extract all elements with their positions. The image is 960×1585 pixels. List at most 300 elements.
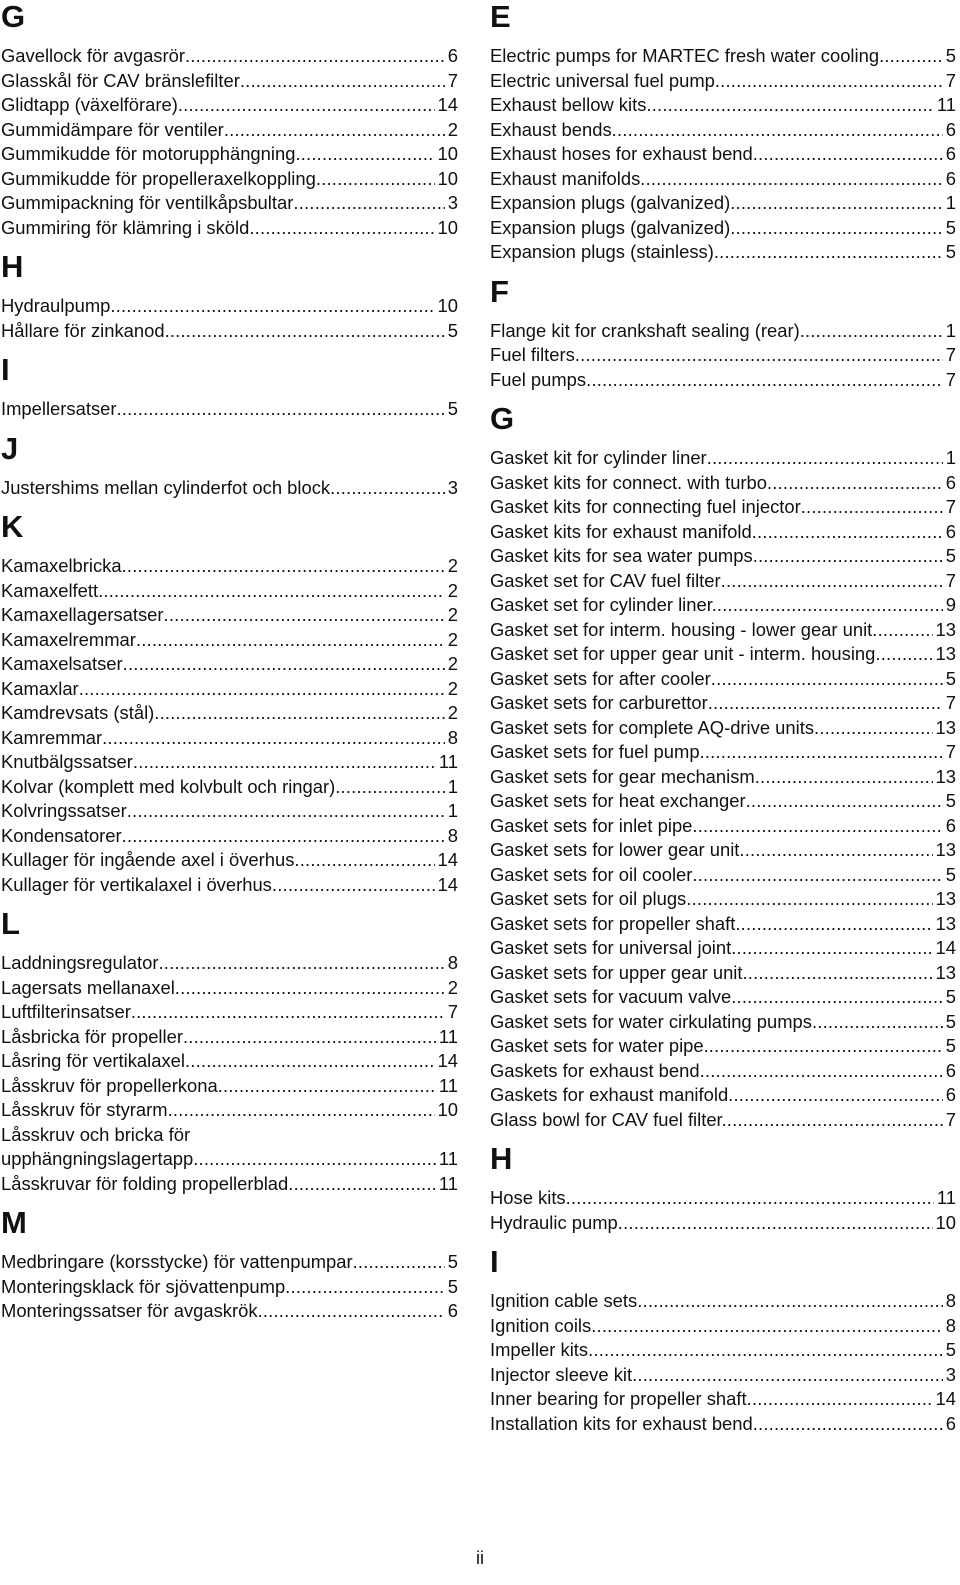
entry-term: Gaskets for exhaust manifold (490, 1084, 729, 1105)
entry-term: Gasket set for interm. housing - lower gear unit (490, 618, 873, 640)
index-entry (490, 814, 956, 839)
entry-term: Kamaxelsatser (1, 653, 123, 674)
index-entry (490, 319, 956, 344)
dot-leader (123, 652, 445, 677)
entry-term: Låsskruv för styrarm (1, 1099, 168, 1120)
index-entry (1, 1172, 458, 1197)
entry-term: Kamaxelfett (1, 579, 99, 601)
dot-leader (218, 1074, 436, 1099)
entry-page: 8 (945, 1290, 956, 1311)
entry-list (1, 44, 458, 240)
entry-term: Knutbälgssatser (1, 751, 133, 772)
index-column-left (1, 0, 458, 1324)
entry-page: 6 (945, 1084, 956, 1105)
entry-term: Gasket kits for connect. with turbo (490, 471, 767, 493)
entry-page: 7 (945, 69, 956, 91)
section-letter: I (490, 1244, 499, 1279)
entry-term: Låsbricka för propeller (1, 1025, 183, 1047)
dot-leader (586, 368, 943, 393)
index-entry (1, 976, 458, 1001)
entry-list (490, 1186, 956, 1235)
entry-term: Fuel filters (490, 344, 575, 365)
entry-term: Exhaust bends (490, 118, 612, 140)
entry-term: upphängningslagertapp (1, 1148, 194, 1169)
entry-term: Flange kit for crankshaft sealing (rear) (490, 319, 800, 341)
dot-leader (640, 167, 942, 192)
entry-term: Expansion plugs (galvanized) (490, 192, 731, 213)
index-entry (1, 1000, 458, 1025)
entry-page: 2 (447, 677, 458, 699)
index-entry (1, 319, 458, 344)
index-entry (1, 775, 458, 800)
entry-page: 11 (438, 1172, 458, 1194)
entry-term: Lagersats mellanaxel (1, 976, 175, 998)
index-entry (1, 191, 458, 216)
index-entry (1, 142, 458, 167)
entry-page: 1 (447, 775, 458, 797)
index-entry (490, 191, 956, 216)
dot-leader (566, 1186, 934, 1211)
entry-term: Fuel pumps (490, 368, 587, 390)
dot-leader (755, 765, 933, 790)
entry-term: Glidtapp (växelförare) (1, 94, 178, 115)
entry-page: 5 (447, 1251, 458, 1272)
entry-page: 2 (447, 653, 458, 674)
entry-list (1, 294, 458, 343)
entry-list (490, 44, 956, 265)
entry-term: Kullager för ingående axel i överhus (1, 849, 295, 870)
entry-page: 10 (935, 1211, 956, 1233)
index-section-g (1, 0, 458, 240)
dot-leader (715, 69, 943, 94)
index-entry (490, 961, 956, 986)
dot-leader (646, 93, 934, 118)
entry-page: 7 (945, 692, 956, 713)
dot-leader (686, 887, 932, 912)
index-entry (490, 69, 956, 94)
entry-term: Kamaxelbricka (1, 555, 122, 576)
entry-page: 6 (945, 471, 956, 493)
entry-term: Kullager för vertikalaxel i överhus (1, 873, 272, 895)
index-entry (1, 554, 458, 579)
entry-term: Gasket kits for exhaust manifold (490, 520, 752, 542)
entry-term: Gummikudde för motorupphängning (1, 143, 296, 164)
index-entry (490, 1083, 956, 1108)
entry-term: Impeller kits (490, 1339, 589, 1360)
entry-term: Kolvar (komplett med kolvbult och ringar) (1, 775, 336, 797)
entry-term: Gasket sets for fuel pump (490, 741, 700, 762)
entry-page: 2 (447, 702, 458, 723)
entry-page: 7 (945, 569, 956, 591)
entry-page: 2 (447, 118, 458, 140)
section-letter: G (1, 0, 26, 34)
entry-term: Installation kits for exhaust bend (490, 1412, 753, 1434)
index-entry (490, 446, 956, 471)
dot-leader (800, 319, 943, 344)
entry-term: Impellersatser (1, 398, 117, 419)
dot-leader (164, 603, 445, 628)
entry-term: Kamaxlar (1, 677, 79, 699)
dot-leader (711, 667, 943, 692)
entry-term: Kamdrevsats (stål) (1, 702, 155, 723)
section-letter: E (490, 0, 511, 34)
dot-leader (588, 1338, 943, 1363)
entry-term: Låsskruv för propellerkona (1, 1074, 218, 1096)
entry-term: Gasket sets for upper gear unit (490, 961, 743, 983)
index-entry (1, 799, 458, 824)
entry-page: 11 (438, 1074, 458, 1096)
index-entry (490, 936, 956, 961)
entry-term: Gasket sets for universal joint (490, 937, 732, 958)
index-entry (1, 603, 458, 628)
index-entry (1, 1123, 458, 1148)
dot-leader (295, 142, 434, 167)
entry-page: 5 (945, 241, 956, 262)
dot-leader (575, 343, 943, 368)
index-entry (1, 294, 458, 319)
entry-term: Monteringsklack för sjövattenpump (1, 1275, 286, 1297)
dot-leader (709, 1034, 943, 1059)
index-entry (1, 44, 458, 69)
index-entry (490, 765, 956, 790)
entry-page: 2 (447, 628, 458, 650)
entry-term: Gummikudde för propelleraxelkoppling (1, 167, 316, 189)
index-entry (1, 1049, 458, 1074)
entry-term: Gummiring för klämring i sköld (1, 216, 250, 238)
entry-term: Medbringare (korsstycke) för vattenpumpar (1, 1251, 353, 1272)
entry-term: Inner bearing for propeller shaft (490, 1388, 747, 1409)
index-entry (490, 740, 956, 765)
entry-page: 10 (437, 295, 458, 316)
index-entry (490, 1387, 956, 1412)
index-entry (1, 1275, 458, 1300)
section-letter: H (490, 1141, 513, 1176)
dot-leader (728, 1083, 943, 1108)
dot-leader (708, 691, 943, 716)
index-entry (490, 691, 956, 716)
index-entry (1, 118, 458, 143)
entry-term: Laddningsregulator (1, 952, 159, 973)
dot-leader (316, 167, 435, 192)
entry-page: 8 (447, 726, 458, 748)
entry-page: 13 (935, 643, 956, 664)
dot-leader (700, 740, 943, 765)
entry-term: Kamremmar (1, 726, 103, 748)
dot-leader (814, 716, 933, 741)
entry-term: Electric universal fuel pump (490, 69, 715, 91)
entry-page: 7 (945, 368, 956, 390)
index-entry (1, 1250, 458, 1275)
entry-page: 6 (945, 814, 956, 836)
dot-leader (240, 69, 445, 94)
entry-page: 5 (447, 398, 458, 419)
index-entry (1, 1074, 458, 1099)
entry-page: 11 (438, 751, 458, 772)
index-entry (490, 1314, 956, 1339)
index-entry (1, 873, 458, 898)
dot-leader (165, 319, 445, 344)
index-entry (490, 142, 956, 167)
entry-page: 7 (945, 741, 956, 762)
dot-leader (753, 142, 943, 167)
index-entry (1, 1025, 458, 1050)
index-section-m (1, 1206, 458, 1324)
section-letter: J (1, 430, 19, 466)
entry-page: 11 (936, 94, 956, 115)
entry-page: 6 (447, 1300, 458, 1321)
dot-leader (131, 1000, 445, 1025)
entry-term: Låsskruv och bricka för (1, 1123, 191, 1145)
entry-term: Gummipackning för ventilkåpsbultar (1, 192, 294, 213)
dot-leader (812, 1010, 943, 1035)
index-section-j (1, 432, 458, 501)
page-number: ii (476, 1548, 484, 1568)
index-entry (490, 44, 956, 69)
entry-page: 11 (438, 1025, 458, 1047)
dot-leader (136, 628, 445, 653)
entry-term: Glass bowl for CAV fuel filter. (490, 1108, 727, 1130)
dot-leader (707, 446, 943, 471)
entry-page: 3 (447, 476, 458, 498)
index-entry (490, 1108, 956, 1133)
entry-term: Kamaxellagersatser (1, 604, 164, 625)
entry-page: 3 (447, 192, 458, 213)
entry-term: Kolvringssatser (1, 800, 127, 821)
index-entry (1, 701, 458, 726)
entry-page: 13 (935, 765, 956, 787)
index-entry (490, 368, 956, 393)
entry-term: Expansion plugs (stainless) (490, 241, 714, 262)
dot-leader (353, 1250, 445, 1275)
entry-term: Gasket kits for sea water pumps (490, 545, 753, 566)
entry-term: Gasket sets for water cirkulating pumps (490, 1010, 812, 1032)
dot-leader (102, 726, 445, 751)
entry-list (1, 1250, 458, 1324)
index-entry (1, 951, 458, 976)
entry-term: Exhaust hoses for exhaust bend (490, 143, 753, 164)
index-entry (490, 118, 956, 143)
section-letter: M (1, 1205, 27, 1240)
entry-term: Gasket set for cylinder liner. (490, 594, 717, 615)
entry-term: Gasket set for upper gear unit - interm. housing (490, 643, 876, 664)
entry-list (490, 1289, 956, 1436)
entry-term: Expansion plugs (galvanized) (490, 216, 731, 238)
entry-page: 2 (447, 604, 458, 625)
index-entry (490, 1363, 956, 1388)
dot-leader (747, 1387, 933, 1412)
entry-term: Monteringssatser för avgaskrök (1, 1300, 258, 1321)
index-section-i (490, 1245, 956, 1436)
index-entry (1, 677, 458, 702)
index-entry (1, 397, 458, 422)
entry-term: Låsring för vertikalaxel (1, 1050, 185, 1071)
entry-term: Gasket sets for water pipe. (490, 1035, 709, 1056)
dot-leader (154, 701, 444, 726)
dot-leader (875, 642, 932, 667)
entry-term: Gasket sets for complete AQ-drive units (490, 716, 815, 738)
index-entry (490, 985, 956, 1010)
index-entry (1, 216, 458, 241)
entry-page: 7 (945, 1108, 956, 1130)
dot-leader (168, 1098, 435, 1123)
index-entry (490, 216, 956, 241)
entry-page: 6 (945, 520, 956, 542)
index-section-i (1, 353, 458, 422)
entry-term: Gasket sets for after cooler (490, 667, 711, 689)
index-entry (490, 1338, 956, 1363)
dot-leader (767, 471, 943, 496)
index-section-h (490, 1142, 956, 1235)
entry-term: Gasket sets for inlet pipe (490, 814, 693, 836)
dot-leader (717, 593, 943, 618)
entry-page: 5 (945, 863, 956, 885)
index-entry (490, 93, 956, 118)
index-entry (490, 838, 956, 863)
entry-page: 14 (437, 94, 458, 115)
entry-page: 10 (437, 143, 458, 164)
dot-leader (193, 1147, 436, 1172)
index-entry (490, 912, 956, 937)
entry-page: 7 (447, 1001, 458, 1022)
index-section-h (1, 250, 458, 343)
index-entry (1, 1098, 458, 1123)
index-entry (490, 716, 956, 741)
entry-page: 10 (437, 1099, 458, 1120)
entry-term: Exhaust bellow kits (490, 94, 647, 115)
section-letter: G (490, 401, 515, 436)
entry-page: 13 (935, 888, 956, 909)
index-entry (1, 579, 458, 604)
index-section-k (1, 510, 458, 897)
section-letter: I (1, 352, 10, 387)
index-entry (490, 471, 956, 496)
dot-leader (692, 814, 942, 839)
dot-leader (79, 677, 445, 702)
entry-page: 5 (945, 1035, 956, 1056)
entry-term: Gasket sets for oil plugs (490, 888, 687, 909)
entry-page: 7 (945, 496, 956, 517)
index-column-right (490, 0, 956, 1436)
dot-leader (175, 976, 445, 1001)
dot-leader (258, 1299, 445, 1324)
entry-term: Hydraulic pump (490, 1211, 618, 1233)
entry-term: Gasket sets for vacuum valve (490, 986, 732, 1007)
index-entry (1, 1147, 458, 1172)
entry-term: Gasket set for CAV fuel filter (490, 569, 721, 591)
entry-term: Hose kits (490, 1187, 566, 1208)
entry-list (490, 319, 956, 393)
entry-list (1, 951, 458, 1196)
section-letter: L (1, 906, 20, 941)
dot-leader (294, 848, 434, 873)
index-entry (1, 476, 458, 501)
entry-page: 5 (945, 45, 956, 66)
entry-page: 6 (945, 167, 956, 189)
entry-page: 14 (935, 937, 956, 958)
dot-leader (122, 554, 445, 579)
entry-term: Gummidämpare för ventiler (1, 118, 224, 140)
entry-page: 5 (945, 986, 956, 1007)
entry-page: 14 (437, 849, 458, 870)
dot-leader (183, 1025, 436, 1050)
entry-term: Injector sleeve kit (490, 1363, 633, 1385)
index-entry (490, 1010, 956, 1035)
index-entry (490, 167, 956, 192)
entry-term: Gavellock för avgasrör (1, 45, 185, 66)
entry-page: 1 (945, 192, 956, 213)
dot-leader (185, 44, 445, 69)
index-section-l (1, 907, 458, 1196)
entry-page: 9 (945, 594, 956, 615)
entry-page: 13 (935, 912, 956, 934)
section-letter: H (1, 249, 24, 284)
index-section-f (490, 275, 956, 393)
dot-leader (692, 863, 942, 888)
index-entry (490, 1289, 956, 1314)
entry-term: Exhaust manifolds (490, 167, 641, 189)
dot-leader (746, 789, 943, 814)
entry-page: 8 (945, 1314, 956, 1336)
index-entry (1, 750, 458, 775)
entry-page: 10 (437, 167, 458, 189)
index-entry (490, 789, 956, 814)
index-entry (490, 1059, 956, 1084)
index-entry (1, 167, 458, 192)
section-letter: K (1, 509, 24, 544)
dot-leader (637, 1289, 943, 1314)
entry-term: Gasket kits for connecting fuel injector (490, 496, 801, 517)
index-entry (490, 1186, 956, 1211)
dot-leader (739, 838, 932, 863)
dot-leader (98, 579, 445, 604)
dot-leader (249, 216, 434, 241)
dot-leader (224, 118, 445, 143)
entry-page: 2 (447, 555, 458, 576)
dot-leader (700, 1059, 943, 1084)
entry-page: 13 (935, 716, 956, 738)
dot-leader (288, 1172, 436, 1197)
entry-page: 3 (945, 1363, 956, 1385)
dot-leader (743, 961, 933, 986)
entry-term: Electric pumps for MARTEC fresh water cooling (490, 45, 880, 66)
index-entry (490, 569, 956, 594)
index-entry (490, 887, 956, 912)
index-entry (1, 726, 458, 751)
dot-leader (293, 191, 444, 216)
dot-leader (872, 618, 932, 643)
dot-leader (127, 799, 445, 824)
index-entry (1, 848, 458, 873)
entry-term: Låsskruvar för folding propellerblad (1, 1172, 289, 1194)
entry-page: 5 (945, 545, 956, 566)
dot-leader (330, 476, 445, 501)
dot-leader (735, 912, 932, 937)
entry-page: 7 (447, 69, 458, 91)
entry-term: Gasket sets for lower gear unit (490, 839, 740, 860)
entry-page: 5 (945, 1339, 956, 1360)
entry-page: 6 (945, 143, 956, 164)
entry-page: 6 (447, 45, 458, 66)
entry-term: Gaskets for exhaust bend (490, 1059, 700, 1081)
dot-leader (721, 569, 943, 594)
entry-term: Gasket sets for gear mechanism (490, 765, 755, 787)
index-entry (1, 1299, 458, 1324)
dot-leader (632, 1363, 943, 1388)
entry-term: Ignition coils (490, 1314, 592, 1336)
entry-page: 14 (437, 873, 458, 895)
dot-leader (753, 544, 943, 569)
entry-page: 2 (447, 976, 458, 998)
